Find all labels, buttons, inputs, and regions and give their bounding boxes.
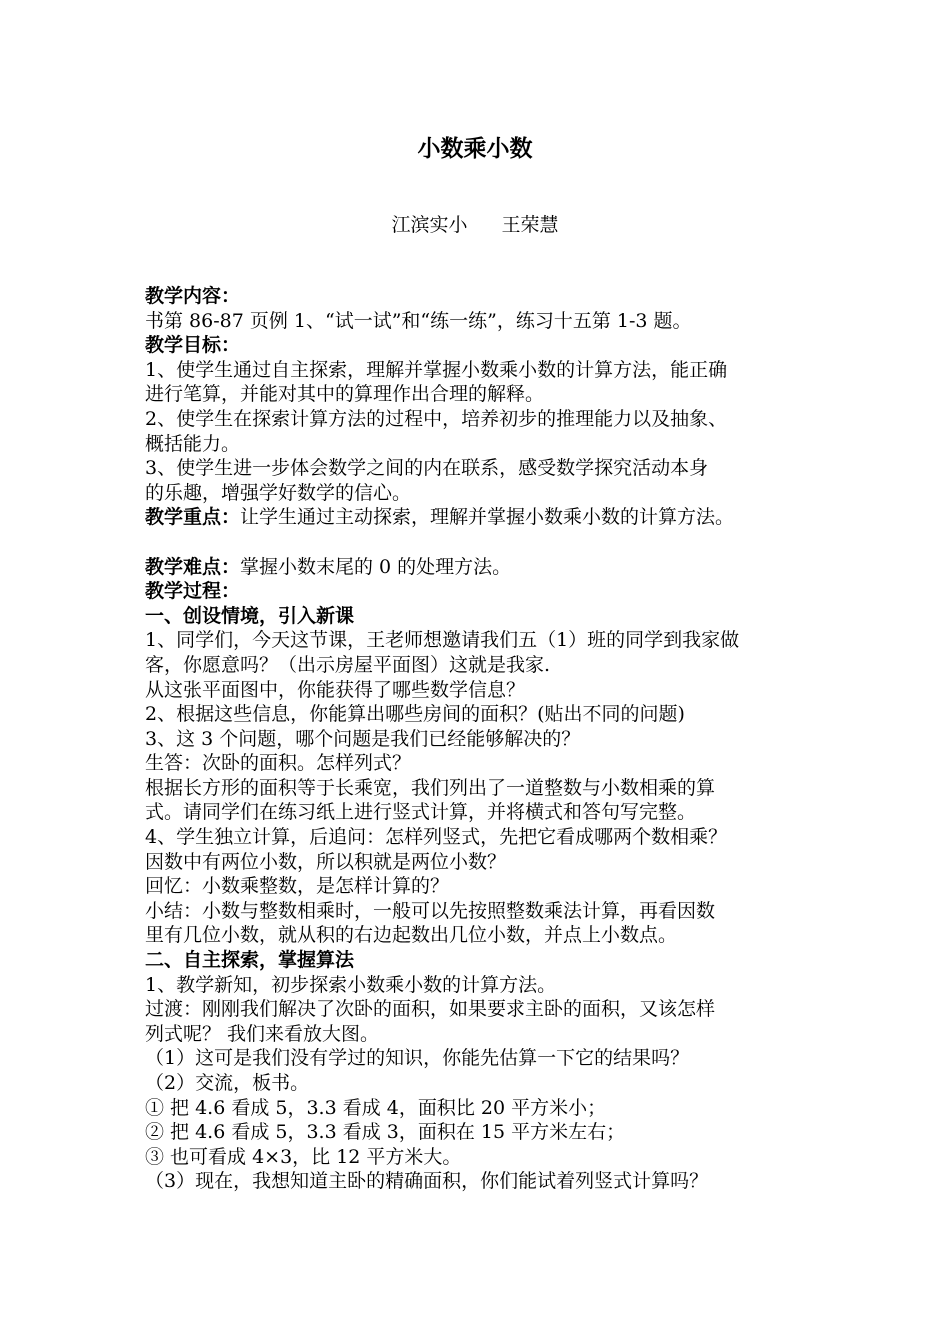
section-one-line: 里有几位小数，就从积的右边起数出几位小数，并点上小数点。: [145, 924, 678, 947]
document-title: 小数乘小数: [417, 135, 533, 162]
goal-line: 3、使学生进一步体会数学之间的内在联系，感受数学探究活动本身: [145, 457, 709, 480]
section-one-line: 4、学生独立计算，后追问：怎样列竖式，先把它看成哪两个数相乘？: [145, 826, 728, 849]
section-one-line: 2、根据这些信息，你能算出哪些房间的面积？(贴出不同的问题): [145, 703, 685, 726]
key-point: [145, 505, 825, 530]
author-name: 王荣慧: [501, 214, 559, 236]
goals-heading: 教学目标：: [145, 334, 241, 357]
section-two-title: 二、自主探索，掌握算法: [145, 949, 355, 972]
section-two-line: ① 把 4.6 看成 5，3.3 看成 4，面积比 20 平方米小；: [145, 1096, 607, 1119]
key-point-label: 教学重点：: [145, 506, 241, 529]
goal-line: 进行笔算，并能对其中的算理作出合理的解释。: [145, 383, 545, 406]
difficulty: [145, 555, 825, 580]
section-one-line: 根据长方形的面积等于长乘宽，我们列出了一道整数与小数相乘的算: [145, 776, 716, 799]
difficulty-label: 教学难点：: [145, 555, 241, 578]
section-one-line: 从这张平面图中，你能获得了哪些数学信息？: [145, 678, 526, 701]
process-heading: 教学过程：: [145, 580, 241, 603]
goal-line: 1、使学生通过自主探索，理解并掌握小数乘小数的计算方法，能正确: [145, 358, 728, 381]
section-two-line: （3）现在，我想知道主卧的精确面积，你们能试着列竖式计算吗？: [145, 1170, 709, 1193]
section-one-title: 一、创设情境，引入新课: [145, 604, 355, 627]
goal-line: 2、使学生在探索计算方法的过程中，培养初步的推理能力以及抽象、: [145, 407, 728, 430]
section-two-line: （1）这可是我们没有学过的知识，你能先估算一下它的结果吗？: [145, 1047, 690, 1070]
section-two-line: 过渡：刚刚我们解决了次卧的面积，如果要求主卧的面积，又该怎样: [145, 998, 716, 1021]
content-heading: 教学内容：: [145, 285, 241, 307]
goal-line: 的乐趣，增强学好数学的信心。: [145, 481, 412, 504]
section-two-line: 列式呢？ 我们来看放大图。: [145, 1022, 380, 1045]
author-line: [0, 211, 950, 239]
section-one-line: 回忆：小数乘整数，是怎样计算的？: [145, 875, 450, 898]
section-one-line: 小结：小数与整数相乘时，一般可以先按照整数乘法计算，再看因数: [145, 899, 716, 922]
section-two-line: ③ 也可看成 4×3，比 12 平方米大。: [145, 1145, 462, 1168]
author-school: 江滨实小: [391, 214, 468, 236]
goal-line: 概括能力。: [145, 432, 241, 455]
lesson-body: [145, 284, 825, 1194]
difficulty-text: 掌握小数末尾的 0 的处理方法。: [240, 555, 512, 578]
section-one-line: 1、同学们，今天这节课，王老师想邀请我们五（1）班的同学到我家做: [145, 629, 740, 652]
key-point-text: 让学生通过主动探索，理解并掌握小数乘小数的计算方法。: [240, 506, 735, 529]
section-two-line: 1、教学新知，初步探索小数乘小数的计算方法。: [145, 973, 557, 996]
section-one-line: 因数中有两位小数，所以积就是两位小数？: [145, 850, 507, 873]
section-two-line: （2）交流，板书。: [145, 1072, 310, 1094]
section-one-line: 生答：次卧的面积。怎样列式？: [145, 752, 412, 775]
section-one-line: 式。请同学们在练习纸上进行竖式计算，并将横式和答句写完整。: [145, 801, 697, 824]
content-text: 书第 86-87 页例 1、“试一试”和“练一练”，练习十五第 1-3 题。: [145, 309, 692, 332]
section-two-line: ② 把 4.6 看成 5，3.3 看成 3，面积在 15 平方米左右；: [145, 1121, 626, 1144]
section-one-line: 3、这 3 个问题，哪个问题是我们已经能够解决的？: [145, 727, 581, 750]
blank-line: [145, 530, 825, 555]
section-one-line: 客，你愿意吗？（出示房屋平面图）这就是我家.: [145, 653, 551, 676]
